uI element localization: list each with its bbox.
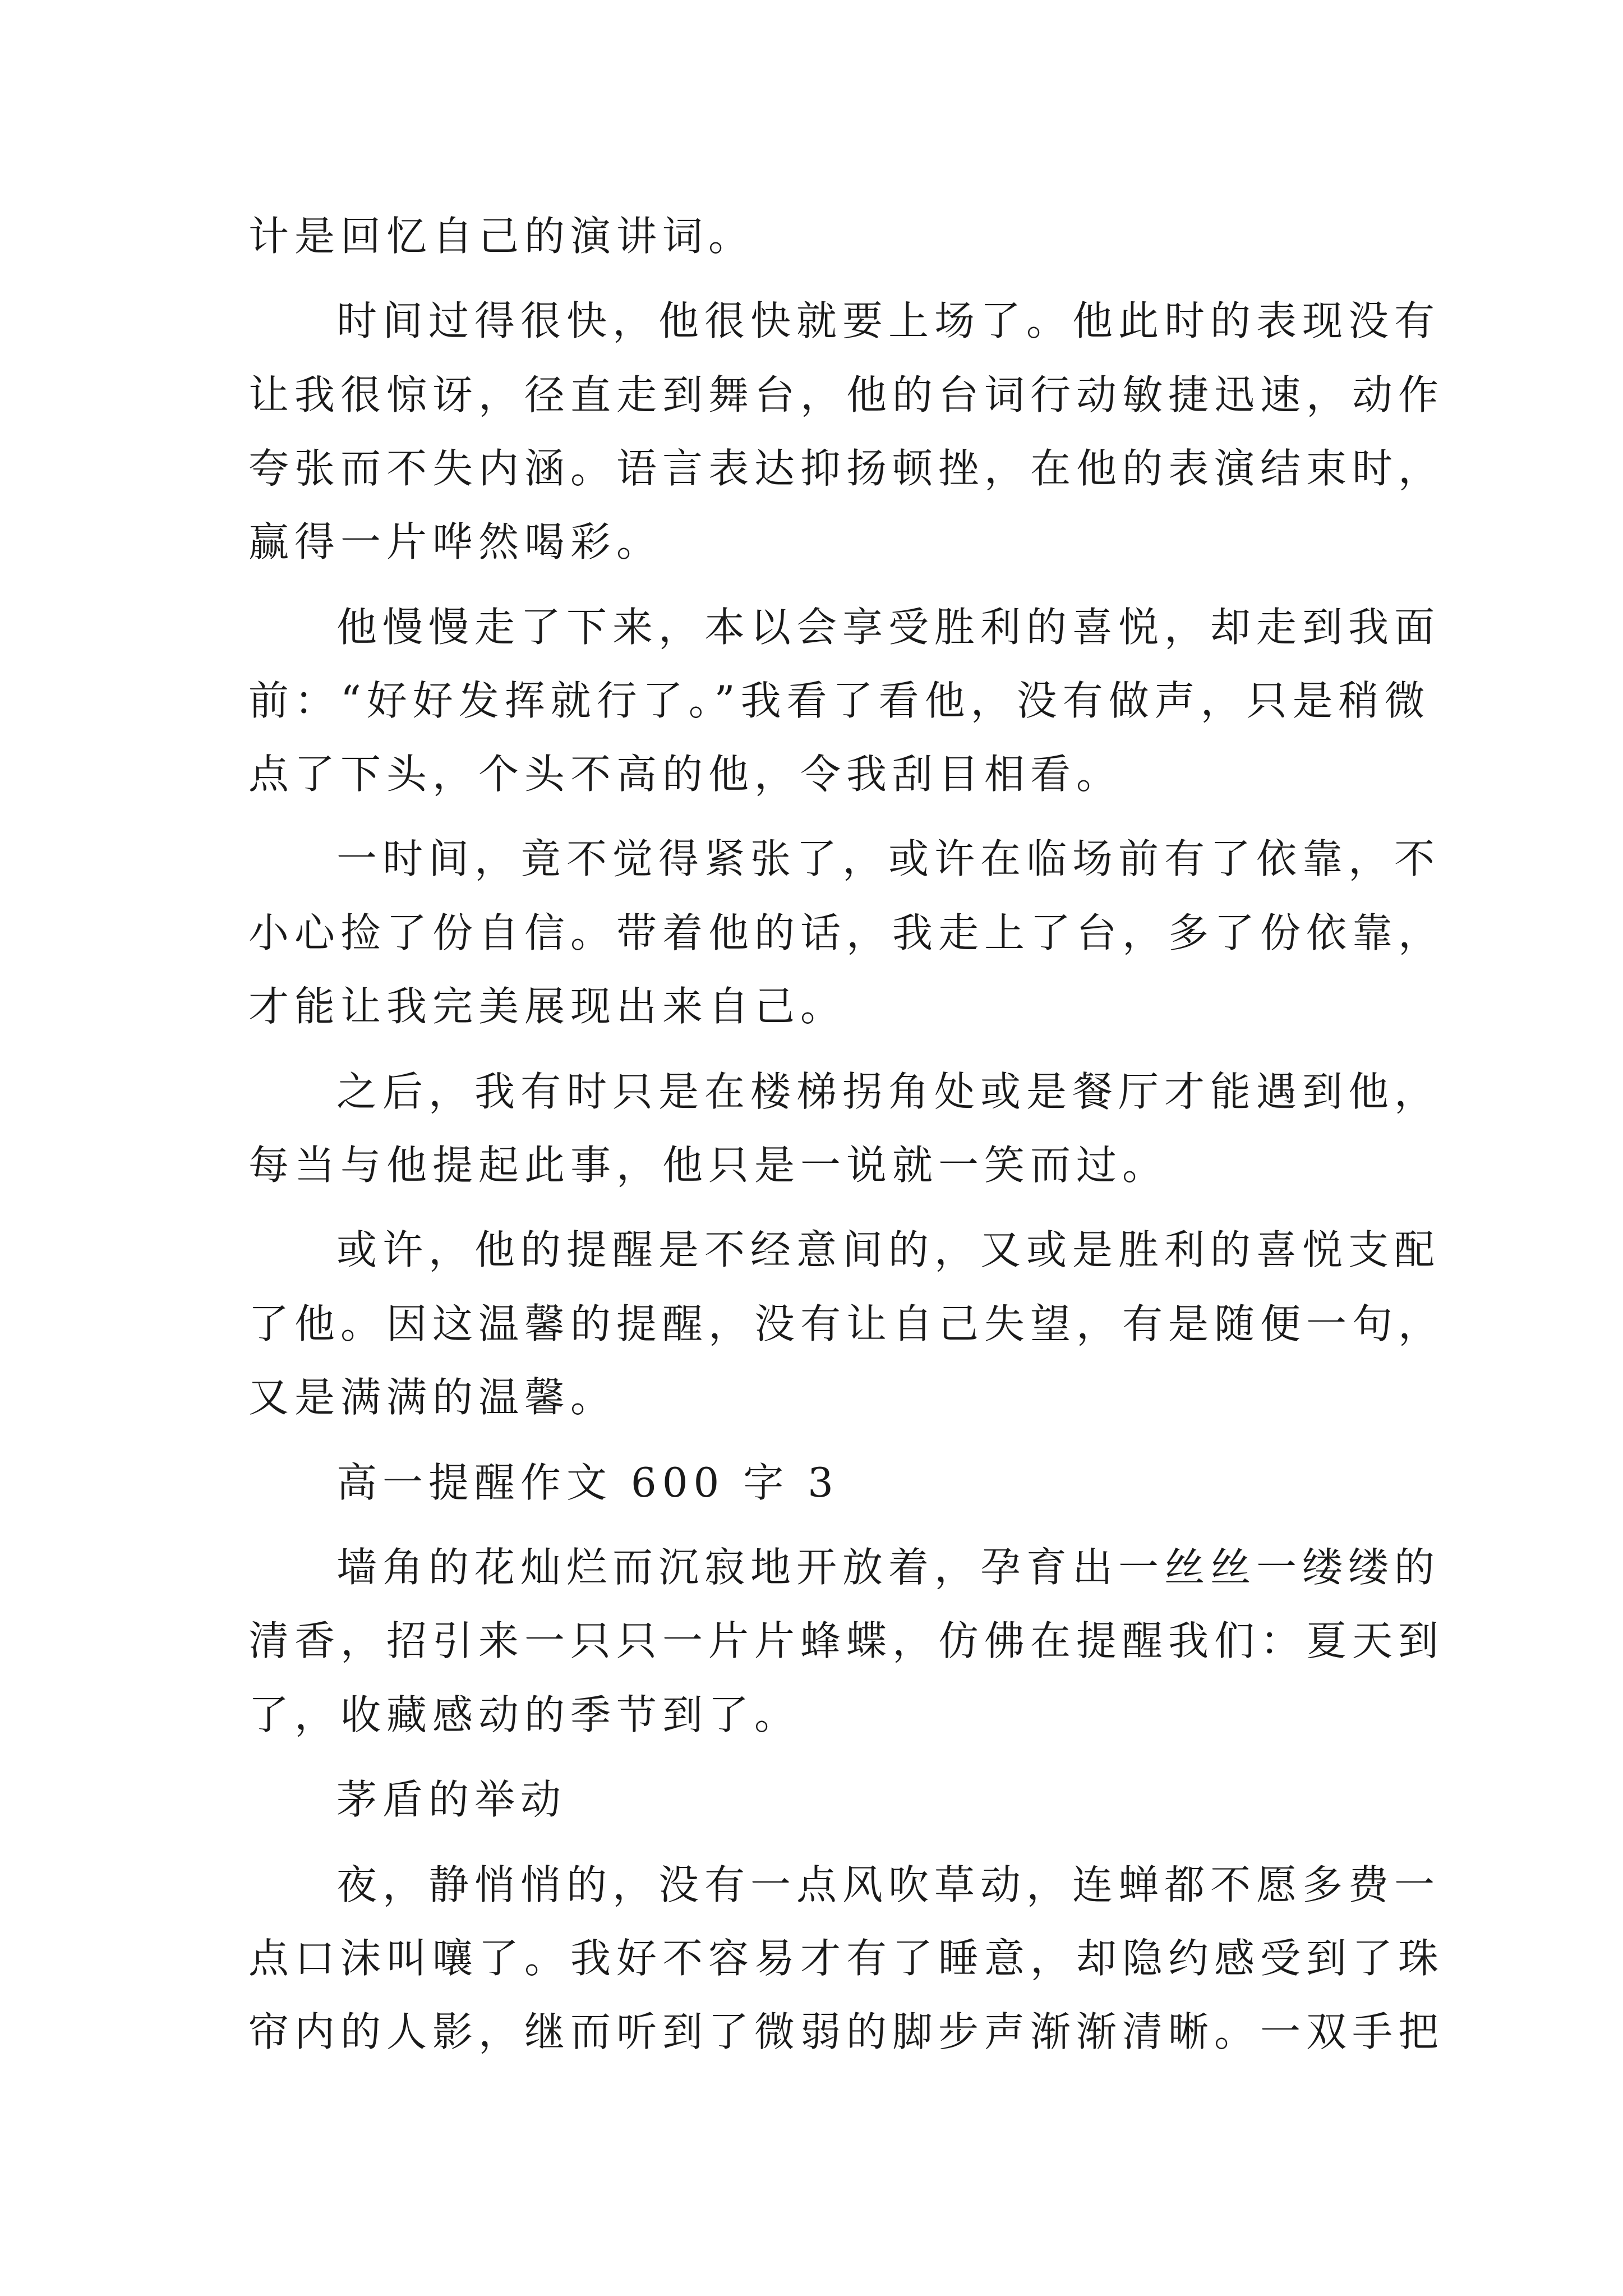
paragraph-start-line: 一时间，竟不觉得紧张了，或许在临场前有了依靠，不 <box>336 835 1441 882</box>
text-line: 才能让我完美展现出来自己。 <box>248 983 847 1030</box>
paragraph-start-line: 或许，他的提醒是不经意间的，又或是胜利的喜悦支配 <box>336 1226 1441 1273</box>
text-line: 了，收藏感动的季节到了。 <box>248 1691 801 1738</box>
text-line: 让我很惊讶，径直走到舞台，他的台词行动敏捷迅速，动作 <box>248 371 1445 418</box>
text-line: 点了下头，个头不高的他，令我刮目相看。 <box>248 751 1123 798</box>
text-line: 前：“好好发挥就行了。”我看了看他，没有做声，只是稍微 <box>248 677 1431 724</box>
text-line: 帘内的人影，继而听到了微弱的脚步声渐渐清晰。一双手把 <box>248 2008 1445 2055</box>
text-line: 赢得一片哗然喝彩。 <box>248 518 663 565</box>
text-line: 夸张而不失内涵。语言表达抑扬顿挫，在他的表演结束时， <box>248 445 1445 492</box>
paragraph-start-line: 夜，静悄悄的，没有一点风吹草动，连蝉都不愿多费一 <box>336 1861 1441 1908</box>
paragraph-start-line: 墙角的花灿烂而沉寂地开放着，孕育出一丝丝一缕缕的 <box>336 1544 1441 1591</box>
subtitle-line: 茅盾的举动 <box>336 1776 567 1823</box>
section-heading: 高一提醒作文 600 字 3 <box>336 1459 839 1506</box>
text-line: 计是回忆自己的演讲词。 <box>248 213 755 260</box>
text-line: 每当与他提起此事，他只是一说就一笑而过。 <box>248 1142 1169 1189</box>
text-line: 小心捡了份自信。带着他的话，我走上了台，多了份依靠， <box>248 909 1445 956</box>
paragraph-start-line: 他慢慢走了下来，本以会享受胜利的喜悦，却走到我面 <box>336 604 1441 651</box>
text-line: 点口沫叫嚷了。我好不容易才有了睡意，却隐约感受到了珠 <box>248 1935 1445 1982</box>
paragraph-start-line: 时间过得很快，他很快就要上场了。他此时的表现没有 <box>336 297 1441 344</box>
text-line: 又是满满的温馨。 <box>248 1374 617 1421</box>
paragraph-start-line: 之后，我有时只是在楼梯拐角处或是餐厅才能遇到他， <box>336 1068 1441 1115</box>
text-line: 清香，招引来一只只一片片蜂蝶，仿佛在提醒我们：夏天到 <box>248 1617 1445 1664</box>
text-line: 了他。因这温馨的提醒，没有让自己失望，有是随便一句， <box>248 1300 1445 1347</box>
